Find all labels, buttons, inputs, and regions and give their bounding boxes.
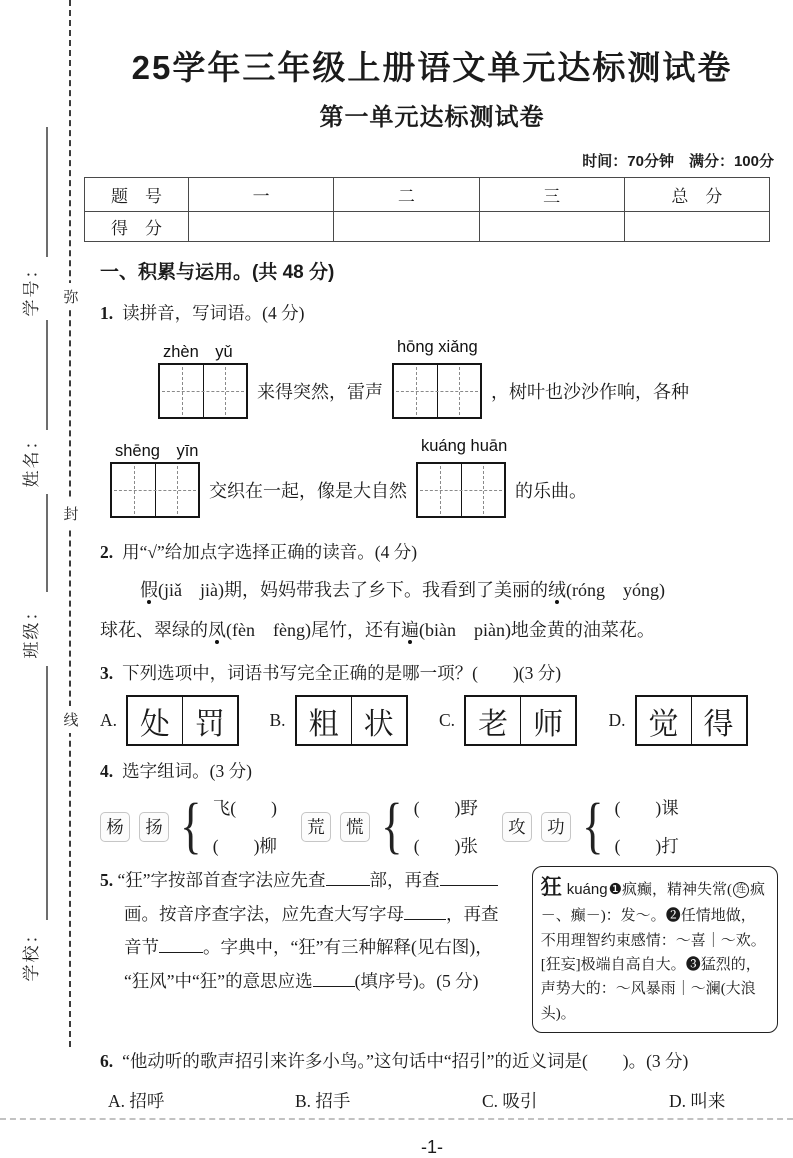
score-header-cell: 题 号 [85,178,189,212]
pinyin-label: hōng xiǎng [397,338,478,356]
score-empty-cell [334,212,479,242]
school-label: 学校： [22,924,41,982]
student-id-label: 学号： [22,259,41,317]
writing-grid [392,338,482,419]
word-box [464,695,577,746]
char-tile: 慌 [340,812,370,842]
char-tile: 攻 [502,812,532,842]
char-tile: 荒 [301,812,331,842]
score-header-cell: 三 [479,178,624,212]
word-box [126,695,239,746]
word-box [295,695,408,746]
option-label: C. [439,710,456,730]
name-label: 姓名： [22,430,41,488]
score-header-cell: 总 分 [624,178,769,212]
question-4 [86,758,778,858]
question-1-number: 1. [100,303,114,323]
option-label: A. [100,710,118,730]
q5-line-2: 画。按音序查字法，应先查大写字母 ，再查 [124,903,499,924]
q4-fill-top: ( )野 [413,798,478,818]
q6-option-b: B. 招手 [295,1091,351,1112]
score-table [84,177,770,242]
q4-fill-bottom: ( )张 [413,836,478,856]
score-header-cell: 一 [189,178,334,212]
section-1-heading: 一、积累与运用。(共 48 分) [100,262,335,283]
seal-char-feng: 封 [60,500,82,527]
q4-fill-top: 飞( ) [212,798,277,818]
pinyin-label: shēng yīn [115,442,199,460]
page-cut-line [0,1118,793,1120]
question-6-stem: “他动听的歌声招引来许多小鸟。”这句话中“招引”的近义词是( )。(3 分) [122,1051,689,1072]
writing-grid [416,437,508,518]
q6-options [100,1088,778,1113]
word-char: 状 [351,697,406,744]
word-char: 得 [691,697,746,744]
question-6 [86,1048,778,1113]
q2-passage-line-1: 假(jiǎ jià)期，妈妈带我去了乡下。我看到了美丽的绒(róng yóng) [140,580,665,600]
q1-sentence-text: ，树叶也沙沙作响，各种 [491,382,689,402]
q2-passage [100,570,778,650]
class-blank-line [46,494,48,592]
q4-group-2 [301,791,478,860]
question-4-stem: 选字组词。(3 分) [122,761,252,781]
question-2-number: 2. [100,542,114,562]
score-empty-cell [479,212,624,242]
char-tile: 功 [541,812,571,842]
q6-option-a: A. 招呼 [108,1091,165,1112]
word-char: 处 [140,707,171,741]
q5-text-column [100,864,532,998]
writing-grid [110,442,200,518]
exam-title: 25学年三年级上册语文单元达标测试卷 [131,49,733,86]
q1-row-1 [158,338,778,419]
question-1 [86,300,778,518]
q5-line-4: “狂风”中“狂”的意思应选 (填序号)。(5 分) [124,970,479,991]
question-3-number: 3. [100,663,114,683]
page-number: -1- [421,1137,443,1158]
q4-fill-top: ( )课 [614,798,679,818]
pinyin-label: kuáng huān [421,437,508,455]
seal-char-mi: 弥 [60,283,82,310]
question-3 [86,660,778,746]
main-content [86,0,778,1158]
question-4-number: 4. [100,761,114,781]
brace-glyph: { [180,791,202,860]
student-id-blank-line [46,127,48,257]
q2-passage-line-2: 球花、翠绿的凤(fèn fèng)尾竹，还有遍(biàn piàn)地金黄的油菜花。 [100,620,655,640]
class-label: 班级： [22,601,41,659]
exam-meta: 时间：70分钟 满分：100分 [582,153,774,170]
q1-sentence-text: 交织在一起，像是大自然 [209,481,407,501]
question-1-stem: 读拼音，写词语。(4 分) [122,303,305,323]
school-blank-line [46,666,48,920]
question-6-number: 6. [100,1051,114,1072]
option-label: D. [608,710,626,730]
word-char: 罚 [182,697,237,744]
question-3-stem: 下列选项中，词语书写完全正确的是哪一项？( )(3 分) [122,663,562,683]
q3-option-c [439,695,609,746]
question-2 [86,539,778,650]
char-tile: 杨 [100,812,130,842]
q1-sentence-text: 的乐曲。 [515,481,587,501]
q5-line-1: “狂”字按部首查字法应先查 部，再查 [118,870,498,890]
exam-subtitle: 第一单元达标测试卷 [319,104,545,131]
score-row-label: 得 分 [85,212,189,242]
char-tile: 扬 [139,812,169,842]
q6-option-c: C. 吸引 [482,1091,538,1112]
score-header-cell: 二 [334,178,479,212]
question-5 [86,864,778,1033]
word-char: 老 [478,707,509,741]
q4-group-3 [502,791,679,860]
word-char: 觉 [648,707,679,741]
q3-option-a [100,695,270,746]
q3-option-d [609,695,779,746]
brace-glyph: { [582,791,604,860]
question-5-number: 5. [100,870,114,890]
score-empty-cell [189,212,334,242]
q1-row-2 [110,437,778,518]
q6-option-d: D. 叫来 [669,1091,726,1112]
q4-groups [100,791,778,860]
seal-char-xian: 线 [60,706,82,733]
word-box [635,695,748,746]
question-2-stem: 用“√”给加点字选择正确的读音。(4 分) [122,542,418,562]
brace-glyph: { [381,791,403,860]
q3-options [100,695,778,746]
q4-fill-bottom: ( )柳 [212,836,277,856]
score-empty-cell [624,212,769,242]
q3-option-b [270,695,440,746]
q1-sentence-text: 来得突然，雷声 [257,382,383,402]
word-char: 师 [520,697,575,744]
option-label: B. [269,710,286,730]
pinyin-label: zhèn yǔ [163,343,233,361]
dictionary-entry-box: 狂 kuáng❶疯癫，精神失常( 连 疯－、癫－)：发～。❷任情地做，不用理智约束感情：～喜｜～欢。[狂妄]极端自高自大。❸猛烈的，声势大的：～风暴雨｜～澜(大浪头)。 [532,866,778,1033]
q4-group-1 [100,791,277,860]
q4-fill-bottom: ( )打 [614,836,679,856]
q5-line-3: 音节 。字典中，“狂”有三种解释(见右图)， [124,937,493,957]
name-blank-line [46,320,48,430]
word-char: 粗 [308,707,339,741]
writing-grid [158,343,248,419]
